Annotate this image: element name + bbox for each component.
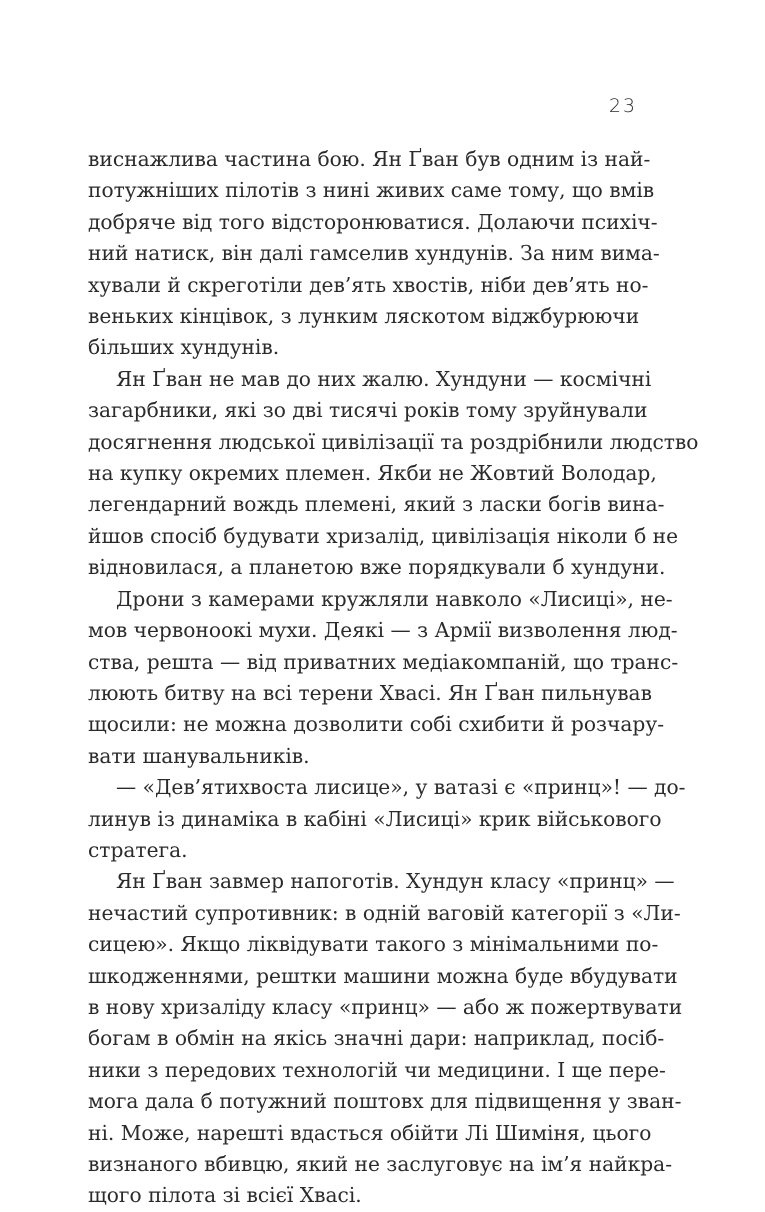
text-line: Ян Ґван завмер напоготів. Хундун класу «принц» — <box>116 869 675 894</box>
text-line: Ян Ґван не мав до них жалю. Хундуни — космічні <box>116 366 652 391</box>
text-line: виснажлива частина бою. Ян Ґван був одним із най- <box>88 147 651 171</box>
text-line: потужніших пілотів з нині живих саме тому, що вмів <box>88 178 655 203</box>
text-line: Дрони з камерами кружляли навколо «Лисиці», не- <box>116 586 673 611</box>
text-line: ний натиск, він далі гамселив хундунів. За ним вима- <box>88 241 660 266</box>
text-line: визнаного вбивцю, який не заслуговує на ім’я найкра- <box>88 1152 673 1176</box>
text-line: досягнення людської цивілізації та роздрібнили людство <box>88 429 699 454</box>
page-number: 23 <box>608 95 637 117</box>
text-line: більших хундунів. <box>88 335 280 360</box>
text-line: богам в обмін на якісь значні дари: наприклад, посіб- <box>88 1026 665 1051</box>
paragraph <box>88 144 660 364</box>
paragraph <box>88 364 699 584</box>
paragraph <box>88 866 683 1211</box>
text-line: нечастий супротивник: в одній ваговій категорії з «Ли- <box>88 900 681 925</box>
text-line: ства, решта — від приватних медіакомпаній, що транс- <box>88 649 679 674</box>
text-line: линув із динаміка в кабіні «Лисиці» крик військового <box>88 806 662 831</box>
text-line: щосили: не можна дозволити собі схибити й розчару- <box>88 712 665 737</box>
text-line: вати шанувальників. <box>88 743 310 768</box>
text-line: ні. Може, нарешті вдасться обійти Лі Шиміня, цього <box>88 1120 652 1145</box>
text-line: стратега. <box>88 837 188 862</box>
paragraph <box>88 584 679 772</box>
text-line: загарбники, які зо дві тисячі років тому зруйнували <box>88 398 648 423</box>
text-line: хували й скреготіли дев’ять хвостів, ніби дев’ять но- <box>88 272 649 297</box>
text-line: добряче від того відсторонюватися. Долаючи психіч- <box>88 209 658 234</box>
text-line: сицею». Якщо ліквідувати такого з мінімальними по- <box>88 932 659 957</box>
text-line: в нову хризаліду класу «принц» — або ж пожертвувати <box>88 994 683 1019</box>
body-text <box>88 144 699 1212</box>
text-line: шкодженнями, рештки машини можна буде вбудувати <box>88 963 678 988</box>
paragraph <box>88 772 686 866</box>
text-line: щого пілота зі всієї Хвасі. <box>88 1183 362 1208</box>
text-line: веньких кінцівок, з лунким ляскотом віджбурюючи <box>88 304 640 329</box>
text-line: — «Дев’ятихвоста лисице», у ватазі є «принц»! — до- <box>116 775 686 800</box>
text-line: відновилася, а планетою вже порядкували б хундуни. <box>88 555 666 580</box>
text-line: йшов спосіб будувати хризалід, цивілізація ніколи б не <box>88 523 679 548</box>
text-line: мога дала б потужний поштовх для підвищення у зван- <box>88 1089 682 1114</box>
text-line: ники з передових технологій чи медицини. І ще пере- <box>88 1057 666 1082</box>
text-line: люють битву на всі терени Хвасі. Ян Ґван пильнував <box>88 680 652 705</box>
text-line: мов червоноокі мухи. Деякі — з Армії визволення люд- <box>88 618 678 643</box>
text-line: легендарний вождь племені, який з ласки богів вина- <box>88 492 665 517</box>
text-line: на купку окремих племен. Якби не Жовтий Володар, <box>88 461 657 486</box>
